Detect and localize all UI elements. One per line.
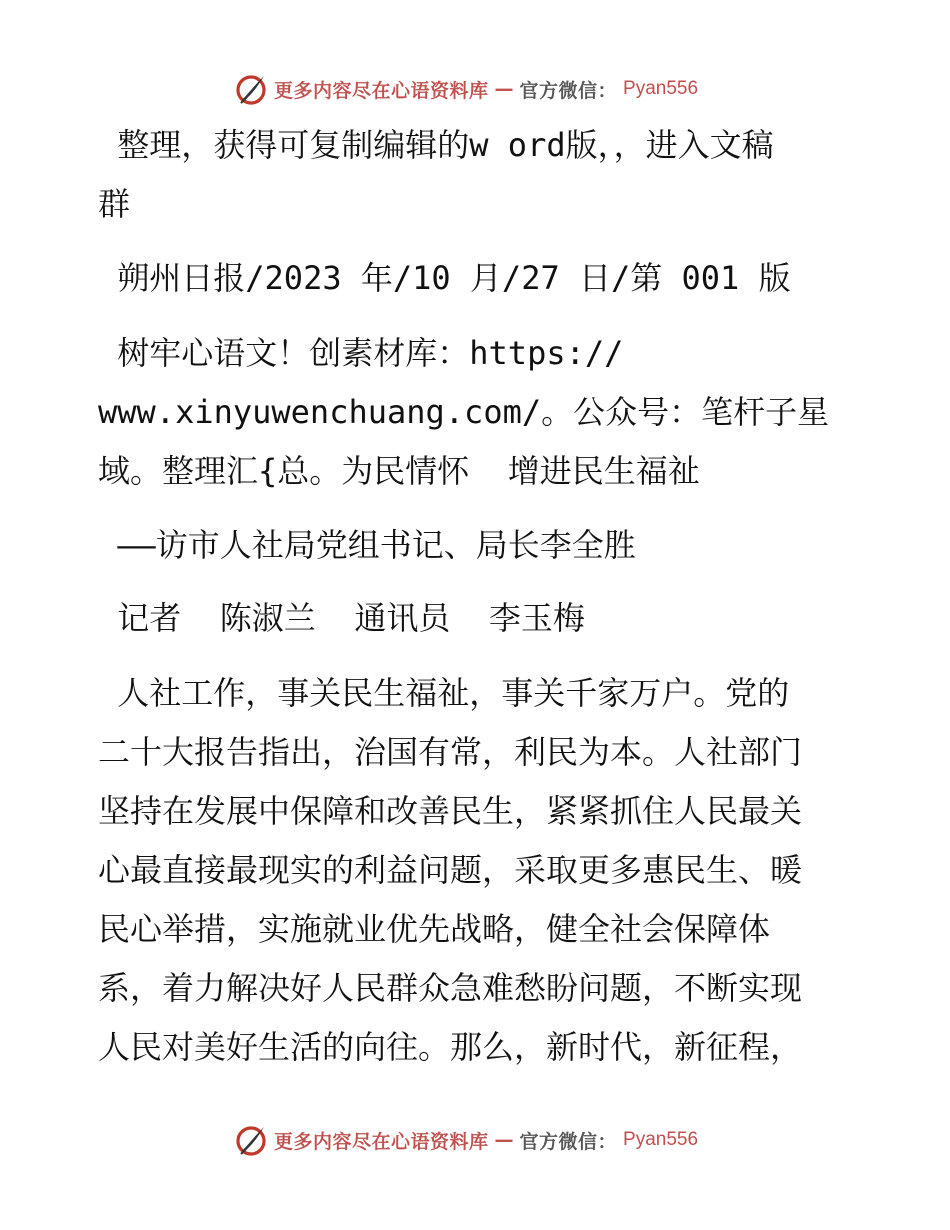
official-wechat-label: 官方微信：	[519, 79, 618, 102]
banner-separator: —	[494, 1129, 514, 1151]
body-line-2: 二十大报告指出，治国有常，利民为本。人社部门	[98, 733, 803, 771]
body-line-3: 坚持在发展中保障和改善民生，紧紧抓住人民最关	[98, 792, 803, 830]
source-line: 朔州日报/2023 年/10 月/27 日/第 001 版	[98, 259, 791, 297]
intro-line-1: 整理，获得可复制编辑的w ord版，，进入文稿	[98, 126, 774, 164]
body-line-7: 人民对美好生活的向往。那么，新时代，新征程，	[98, 1028, 803, 1066]
article-byline: 记者 陈淑兰 通讯员 李玉梅	[98, 599, 585, 637]
body-line-6: 系，着力解决好人民群众急难愁盼问题，不断实现	[98, 969, 803, 1007]
official-wechat-label: 官方微信：	[519, 1130, 618, 1153]
quill-pen-logo-icon	[234, 1123, 268, 1157]
wechat-account: Pyan556	[623, 78, 699, 99]
article-subtitle: ——访市人社局党组书记、局长李全胜	[98, 526, 636, 564]
footer-banner	[234, 1122, 698, 1158]
promo-text: 更多内容尽在心语资料库	[274, 1130, 489, 1153]
notice-line-2: www.xinyuwenchuang.com/。公众号：笔杆子星	[98, 393, 830, 431]
intro-line-2: 群	[98, 185, 131, 223]
body-line-5: 民心举措，实施就业优先战略，健全社会保障体	[98, 910, 771, 948]
body-line-4: 心最直接最现实的利益问题，采取更多惠民生、暖	[98, 851, 803, 889]
header-banner	[234, 71, 698, 107]
promo-text: 更多内容尽在心语资料库	[274, 79, 489, 102]
notice-line-3: 域。整理汇{总。为民情怀 增进民生福祉	[98, 452, 700, 490]
quill-pen-logo-icon	[234, 72, 268, 106]
notice-line-1: 树牢心语文！创素材库：https://	[98, 334, 624, 372]
banner-separator: —	[494, 78, 514, 100]
wechat-account: Pyan556	[623, 1129, 699, 1150]
body-line-1: 人社工作，事关民生福祉，事关千家万户。党的	[98, 674, 790, 712]
